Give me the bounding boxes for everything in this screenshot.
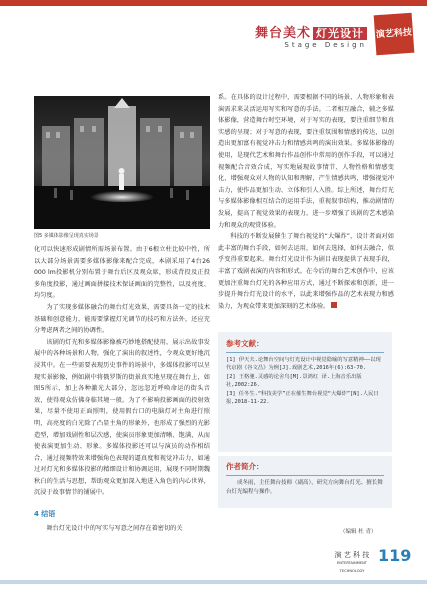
references-box	[218, 332, 392, 452]
left-column	[34, 244, 210, 534]
paragraph-text: 科技的不断发展催生了舞台视觉的“大爆炸”，设计者面对如此丰富的舞台手段，如何去运用，如何去选择，如何去融合，似乎变得重要起来。舞台灯光设计作为剧目表现提供了表现手段，丰富了戏剧表演的内容和形式。在今后的舞台艺术创作中，应该更加注重舞台灯光的各种应用方式，通过不断探索和创新，进一步提升舞台灯光设计的水平，以此来增强作品的艺术表现力和感染力，为观众带来更加深刻的艺术体验。	[218, 233, 394, 310]
paragraph-last	[218, 231, 394, 312]
stage-photo	[34, 96, 210, 229]
reference-item: [1] 伊天夫.论舞台空间与灯光设计中视觉隐喻的写意精神——以现代京剧《谷文昌》为例[J].戏剧艺术,2016年(6):63-70.	[226, 357, 381, 372]
paragraph: 该剧的灯光和多媒体影像被巧妙地搭配使用，展示出故事发展中的各种场景和人物，强化了演出的叙述性，令观众更好地沉浸其中。在一些需要表现历史事件的场景中，多媒体投影可以呈现实景影像，例如剧中将俄罗斯的街景真实地呈现在舞台上，如图5所示，加上各种激光大部分，忽远忽近呼唤命运的街头音效，使得观众仿佛身临其境一般。为了不影响投影画面的投射效果，尽量不使用正面照明，使用假台口的电脑灯对主角进行照明，高亮度的白光除了凸显主角的形象外，也形成了强烈的光影造型，增加戏剧性和层次感，使演员形象更加清晰、饱满，从而使表演更加生动、形象。多媒体投影还可以与演员的动作相结合，通过视频特效来增强角色表现的逼真度和视觉冲击力，如通过对灯光和多媒体投影的精细设计和协调运用，展现不同时期魏秋白的生活与思想，帮助观众更加深入地进入角色的内心世界，沉浸于故事情节的铺展中。	[34, 338, 210, 497]
page-header	[0, 0, 427, 62]
header-title	[255, 22, 369, 41]
footer-logo-cn: 演 艺 科 技	[334, 551, 370, 559]
author-title: 作者简介：	[226, 462, 264, 471]
header-title-box: 灯光设计	[313, 27, 367, 40]
journal-badge: 演艺科技	[374, 13, 415, 56]
section-heading-conclusion: 4 结语	[34, 510, 56, 519]
header-strip	[0, 0, 427, 6]
footer-logo-en: ENTERTAINMENT TECHNOLOGY	[336, 561, 368, 573]
page-number: 119	[378, 546, 412, 565]
paragraph: 化可以快速形成剧情所需场景布置。由于6根立柱比较中性，所以大部分场景需要多媒体影像来配合完成，本剧采用了4台26 000 lm投影机分别布置于舞台后区及观众席，形成背投及正投多角度投影，通过画面拼接技术保证画面的完整性，以及亮度、均匀度。	[34, 246, 210, 300]
reference-item: [3] 任冬生.“科技美学”正在催生舞台视觉“大爆炸”[N].人民日报,2018-11-22.	[226, 390, 379, 406]
editor-credit: （编辑 杜 青）	[340, 529, 377, 535]
author-box	[218, 456, 392, 508]
references-title: 参考文献：	[226, 339, 264, 348]
paragraph: 系。在具体的设计过程中，需要根据不同的场景、人物形象和表演需求来灵活运用写实和写意的手法。二者相互融合，辅之多媒体影像，营造舞台时空环境，对于写实的表现，要注重细节和真实感的呈现；对于写意的表现，要注重氛围和情感的传达，以创造出更加富有视觉冲击力和情感共鸣的演出效果。多媒体影像的使用，是现代艺术和舞台作品创作中常用的创作手段，可以通过视频配合音效合成，写实地展现故事情节、人物性格和情感变化，增强观众对人物的认知和理解，产生情感共鸣，增强视觉冲击力，使作品更加生动、立体和引人入胜。综上所述，舞台灯光与多媒体影像相互结合的运用手法，重视叙事结构，推动剧情的发展，提高了视觉效果的表现力，进一步增强了该剧的艺术感染力和观众的观赏体验。	[218, 94, 394, 229]
paragraph: 舞台灯光设计中的写实与写意之间存在着密切的关	[46, 524, 183, 532]
divider	[226, 352, 384, 353]
divider	[226, 475, 384, 476]
end-mark-icon	[331, 302, 337, 308]
footer-bar	[0, 580, 427, 584]
footer-logo	[330, 551, 374, 575]
author-bio: 成冬雨，主任舞台技师（副高），研究方向舞台灯光、擅长舞台灯光编程与操作。	[226, 480, 383, 495]
paragraph: 为了实现多媒体融合的舞台灯光效果，需要具备一定的技术基础和创意能力，能需要掌握灯光调节的技巧和方法外，还应充分考虑两者之间的协调性。	[34, 303, 210, 335]
stage-photo-image	[34, 96, 210, 229]
header-subtitle: Stage Design	[284, 41, 367, 49]
figure-caption: 图5 多媒体影像呈现真实场景	[34, 233, 99, 239]
reference-item: [2] 王格驰.灵感的论舍鸟[M].景鸿红 译.上海音乐出版社,2002:26.	[226, 373, 362, 389]
right-column	[218, 92, 394, 312]
header-title-main: 舞台美术	[254, 26, 311, 41]
